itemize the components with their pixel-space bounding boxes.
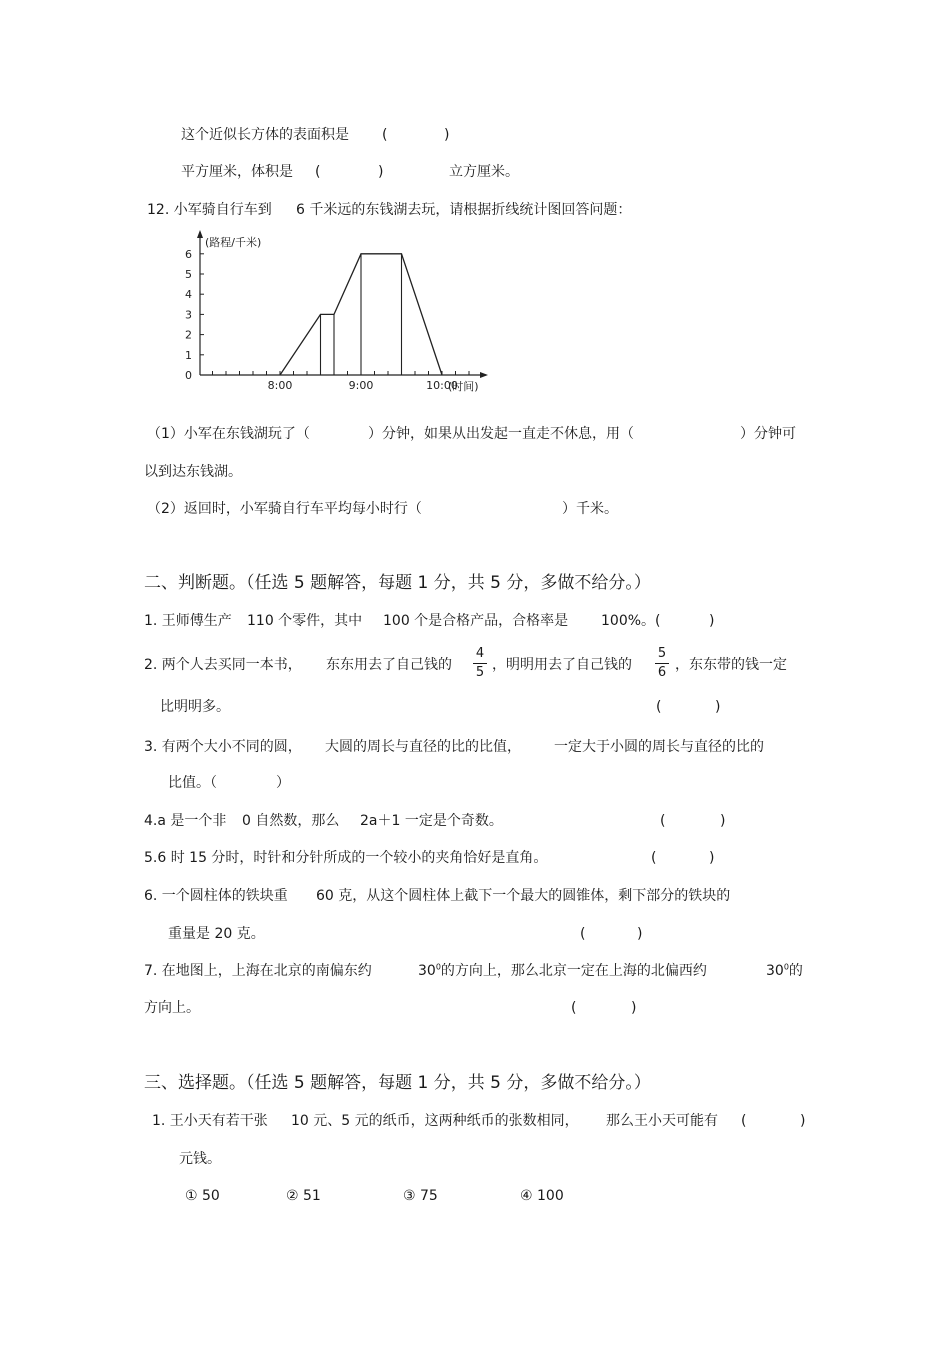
s2-q4-c: 2a＋1 一定是个奇数。 (360, 813, 503, 829)
s2-q4-paren-open: ( (660, 813, 666, 829)
y-tick-label: 0 (185, 369, 192, 382)
s2-q5-a: 5.6 时 15 分时，时针和分针所成的一个较小的夹角恰好是直角。 (144, 850, 548, 866)
s2-q7-a: 7. 在地图上，上海在北京的南偏东约 (144, 963, 372, 979)
s2-q4-b: 0 自然数，那么 (242, 813, 340, 829)
s2-q2-b: 东东用去了自己钱的 (326, 657, 452, 673)
q11-blank2-close: ) (378, 164, 384, 180)
s2-q7-f: 方向上。 (144, 1000, 200, 1016)
y-tick-label: 2 (185, 328, 192, 342)
s2-q1-c: 100 个是合格产品，合格率是 (383, 613, 569, 629)
q11-blank1-close: ) (444, 127, 450, 143)
option-2: ② 51 (286, 1188, 321, 1204)
s2-q1-a: 1. 王师傅生产 (144, 613, 232, 629)
fraction-numerator: 5 (657, 646, 667, 661)
s2-q3-d: 比值。（ (168, 775, 217, 791)
q11-line2: 平方厘米，体积是 (181, 164, 293, 180)
s2-q6-c: 重量是 20 克。 (168, 926, 265, 942)
s2-q3-c: 一定大于小圆的周长与直径的比的 (554, 739, 764, 755)
option-3: ③ 75 (403, 1188, 438, 1204)
y-axis-arrow (197, 230, 203, 238)
s2-q7-angle: 30 (418, 963, 436, 979)
fraction-denominator: 6 (657, 665, 667, 680)
q12-sub1-b: ）分钟，如果从出发起一直走不休息，用（ (368, 426, 634, 442)
y-tick-label: 4 (185, 288, 192, 302)
q12-stem-a: 12. 小军骑自行车到 (147, 202, 272, 218)
x-tick-label: 9:00 (348, 379, 374, 392)
s2-q2-paren-open: ( (656, 699, 662, 715)
s2-q7-e: 的 (788, 963, 803, 979)
s2-q7-c: 的方向上，那么北京一定在上海的北偏西约 (440, 963, 707, 979)
s2-q3-a: 3. 有两个大小不同的圆， (144, 739, 302, 755)
s2-q7-paren-close: ) (631, 1000, 637, 1016)
s2-q2-c: ，明明用去了自己钱的 (492, 657, 632, 673)
s2-q6-paren-close: ) (637, 926, 643, 942)
s2-q4-paren-close: ) (720, 813, 726, 829)
s3-q1-b: 10 元、5 元的纸币，这两种纸币的张数相同， (291, 1113, 579, 1129)
s2-q6-a: 6. 一个圆柱体的铁块重 (144, 888, 288, 904)
degree-mark: 0 (783, 962, 789, 972)
fraction-numerator: 4 (475, 646, 485, 661)
x-tick-label: 8:00 (267, 379, 293, 392)
option-4: ④ 100 (520, 1188, 564, 1204)
distance-time-chart (180, 228, 500, 398)
s2-q5-paren-close: ) (709, 850, 715, 866)
q11-unit: 立方厘米。 (449, 164, 519, 180)
s2-q1-e: ) (709, 613, 715, 629)
q11-line1: 这个近似长方体的表面积是 (181, 127, 349, 143)
s2-q7-paren-open: ( (571, 1000, 577, 1016)
x-tick-label: 10:00 (426, 379, 458, 392)
s2-q7-angle2: 30 (766, 963, 784, 979)
s2-q7-b (418, 962, 707, 980)
section2-heading: 二、判断题。（任选 5 题解答，每题 1 分，共 5 分，多做不给分。） (144, 573, 651, 593)
q12-sub1-a: （1）小军在东钱湖玩了（ (147, 426, 310, 442)
fraction-bar (655, 663, 669, 664)
s2-q2-paren-close: ) (715, 699, 721, 715)
fraction-bar (473, 663, 487, 664)
s2-q2-e: 比明明多。 (160, 699, 230, 715)
s3-q1-paren-open: ( (741, 1113, 747, 1129)
fraction-denominator: 5 (475, 665, 485, 680)
q12-sub2-b: ）千米。 (562, 501, 618, 517)
s3-q1-paren-close: ) (800, 1113, 806, 1129)
s2-q2-d: ，东东带的钱一定 (675, 657, 787, 673)
q12-sub2-a: （2）返回时，小军骑自行车平均每小时行（ (147, 501, 422, 517)
s2-q6-b: 60 克，从这个圆柱体上截下一个最大的圆锥体，剩下部分的铁块的 (316, 888, 731, 904)
q12-sub1-c: ）分钟可 (740, 426, 796, 442)
q12-stem-b: 6 千米远的东钱湖去玩，请根据折线统计图回答问题： (296, 202, 632, 218)
s2-q4-a: 4.a 是一个非 (144, 813, 227, 829)
x-axis-arrow (480, 372, 488, 378)
s2-q3-e: ） (276, 775, 290, 791)
x-axis-label: (时间) (448, 380, 479, 393)
s2-q5-paren-open: ( (651, 850, 657, 866)
y-tick-label: 1 (185, 348, 192, 362)
s2-q6-paren-open: ( (580, 926, 586, 942)
y-axis-label: (路程/千米) (205, 236, 262, 249)
y-tick-label: 3 (185, 308, 192, 322)
q11-blank2-open: ( (315, 164, 321, 180)
s2-q3-b: 大圆的周长与直径的比的比值， (325, 739, 521, 755)
y-tick-label: 6 (185, 247, 192, 261)
s2-q2-a: 2. 两个人去买同一本书， (144, 657, 302, 673)
degree-mark: 0 (435, 962, 441, 972)
s2-q1-b: 110 个零件，其中 (247, 613, 363, 629)
s3-q1-d: 元钱。 (179, 1151, 221, 1167)
y-tick-label: 5 (185, 268, 192, 281)
fraction-five-sixths (655, 646, 669, 681)
section3-heading: 三、选择题。（任选 5 题解答，每题 1 分，共 5 分，多做不给分。） (144, 1073, 651, 1093)
q12-sub1-d: 以到达东钱湖。 (144, 464, 242, 480)
s3-q1-c: 那么王小天可能有 (606, 1113, 718, 1129)
s3-q1-a: 1. 王小天有若干张 (152, 1113, 268, 1129)
option-1: ① 50 (185, 1188, 220, 1204)
s2-q7-d (766, 962, 803, 980)
q11-blank1-open: ( (382, 127, 388, 143)
fraction-four-fifths (473, 646, 487, 681)
s2-q1-d: 100%。( (601, 613, 661, 629)
